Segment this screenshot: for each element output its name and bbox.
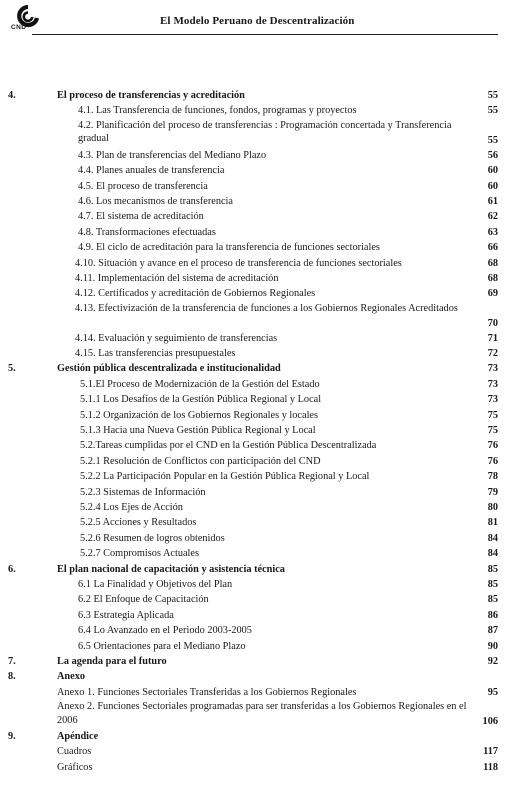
toc-entry-title: 4.9. El ciclo de acreditación para la transferencia de funciones sectoriales bbox=[78, 242, 380, 254]
toc-entry-title: Anexo 1. Funciones Sectoriales Transferidas a los Gobiernos Regionales bbox=[57, 686, 357, 698]
header-rule bbox=[32, 34, 498, 35]
toc-section-title: La agenda para el futuro bbox=[57, 655, 167, 667]
toc-entry-row bbox=[0, 392, 509, 407]
toc-section-title: Apéndice bbox=[57, 731, 99, 743]
toc-section-row bbox=[0, 88, 509, 103]
toc-entry-title: 4.6. Los mecanismos de transferencia bbox=[78, 195, 233, 207]
toc-entry-title: 6.5 Orientaciones para el Mediano Plazo bbox=[78, 640, 246, 652]
toc-entry-title: 4.14. Evaluación y seguimiento de transferencias bbox=[75, 332, 278, 344]
toc-entry-title: 6.1 La Finalidad y Objetivos del Plan bbox=[78, 578, 233, 590]
toc-entry-title: 4.3. Plan de transferencias del Mediano Plazo bbox=[78, 149, 267, 161]
toc-page-number: 55 bbox=[487, 105, 498, 117]
toc-page-number: 85 bbox=[487, 594, 498, 606]
toc-page-number: 75 bbox=[487, 425, 498, 437]
toc-section-row bbox=[0, 562, 509, 577]
toc-entry-title: 5.2.4 Los Ejes de Acción bbox=[80, 501, 183, 513]
toc-entry-row bbox=[0, 685, 509, 700]
toc-entry-title: 6.4 Lo Avanzado en el Periodo 2003-2005 bbox=[78, 625, 252, 637]
toc-page-number: 79 bbox=[487, 486, 498, 498]
toc-page-number: 106 bbox=[482, 716, 498, 728]
toc-entry-row bbox=[0, 438, 509, 453]
toc-entry-row bbox=[0, 515, 509, 530]
toc-entry-row bbox=[0, 500, 509, 515]
toc-page-number: 61 bbox=[487, 195, 498, 207]
toc-entry-row bbox=[0, 119, 509, 148]
toc-page-number: 56 bbox=[487, 149, 498, 161]
toc-entry-row bbox=[0, 577, 509, 592]
toc-page-number: 85 bbox=[487, 578, 498, 590]
toc-entry-row bbox=[0, 346, 509, 361]
toc-section-title: El plan nacional de capacitación y asistencia técnica bbox=[57, 563, 285, 575]
toc-section-title: El proceso de transferencias y acreditación bbox=[57, 90, 245, 101]
toc-section-number: 5. bbox=[8, 363, 16, 375]
toc-entry-title: 5.2.5 Acciones y Resultados bbox=[80, 517, 197, 529]
toc-page-number: 118 bbox=[483, 761, 498, 773]
toc-entry-row bbox=[0, 302, 509, 331]
logo-text: CND bbox=[11, 24, 27, 31]
toc-entry-row bbox=[0, 163, 509, 178]
toc-page-number: 76 bbox=[487, 455, 498, 467]
toc-entry-row bbox=[0, 179, 509, 194]
toc-entry-row bbox=[0, 271, 509, 286]
toc-entry-row bbox=[0, 377, 509, 392]
toc-entry-title: 5.1.El Proceso de Modernización de la Gestión del Estado bbox=[80, 378, 320, 390]
toc-entry-title: 5.1.2 Organización de los Gobiernos Regionales y locales bbox=[80, 409, 319, 421]
toc-entry-title: 4.11. Implementación del sistema de acreditación bbox=[75, 272, 279, 284]
toc-page-number: 63 bbox=[487, 226, 498, 238]
toc-section-number: 8. bbox=[8, 671, 16, 683]
toc-entry-title: 4.2. Planificación del proceso de transferencias : Programación concertada y Transferencia gradual bbox=[78, 119, 452, 145]
toc-page-number: 62 bbox=[487, 211, 498, 223]
toc-page-number: 55 bbox=[487, 134, 498, 146]
toc-entry-row bbox=[0, 485, 509, 500]
toc-entry-title: 4.12. Certificados y acreditación de Gobiernos Regionales bbox=[75, 288, 316, 300]
toc-entry-title: 6.2 El Enfoque de Capacitación bbox=[78, 594, 209, 606]
toc-page-number: 117 bbox=[483, 746, 498, 758]
toc-entry-title: 4.15. Las transferencias presupuestales bbox=[75, 348, 236, 360]
toc-entry-title: 4.10. Situación y avance en el proceso de transferencia de funciones sectoriales bbox=[75, 257, 402, 269]
toc-entry-row bbox=[0, 194, 509, 209]
toc-entry-title: 4.5. El proceso de transferencia bbox=[78, 180, 208, 192]
toc-entry-row bbox=[0, 209, 509, 224]
toc-page-number: 85 bbox=[487, 563, 498, 575]
toc-page-number: 72 bbox=[487, 348, 498, 360]
toc-page-number: 84 bbox=[487, 532, 498, 544]
toc-entry-row bbox=[0, 454, 509, 469]
toc-entry-title: Anexo 2. Funciones Sectoriales programadas para ser transferidas a los Gobiernos Regionales en el 2006 bbox=[57, 701, 467, 726]
toc-section-row bbox=[0, 669, 509, 684]
toc-entry-row bbox=[0, 148, 509, 163]
toc-entry-row bbox=[0, 639, 509, 654]
toc-page-number: 68 bbox=[487, 257, 498, 269]
toc-entry-row bbox=[0, 546, 509, 561]
toc-entry-title: 5.2.3 Sistemas de Información bbox=[80, 486, 206, 498]
toc-entry-row bbox=[0, 286, 509, 301]
toc-section-row bbox=[0, 729, 509, 744]
toc-entry-title: 4.1. Las Transferencia de funciones, fondos, programas y proyectos bbox=[78, 105, 357, 117]
toc-section-number: 6. bbox=[8, 563, 16, 575]
page-header bbox=[0, 0, 509, 38]
toc-entry-row bbox=[0, 592, 509, 607]
toc-page-number: 68 bbox=[487, 272, 498, 284]
toc-entry-title: 5.2.1 Resolución de Conflictos con participación del CND bbox=[80, 455, 321, 467]
toc-section-title: Anexo bbox=[57, 671, 86, 683]
toc-entry-title: 6.3 Estrategia Aplicada bbox=[78, 609, 174, 621]
toc-section-number: 9. bbox=[8, 731, 16, 743]
toc-entry-title: 5.1.1 Los Desafíos de la Gestión Pública Regional y Local bbox=[80, 394, 322, 406]
toc-page-number: 71 bbox=[487, 332, 498, 344]
toc-page-number: 76 bbox=[487, 440, 498, 452]
toc-entry-row bbox=[0, 744, 509, 759]
toc-section-number: 7. bbox=[8, 655, 16, 667]
toc-page-number: 87 bbox=[487, 625, 498, 637]
toc-section-number: 4. bbox=[8, 90, 16, 101]
table-of-contents bbox=[0, 88, 509, 775]
toc-page-number: 73 bbox=[487, 363, 498, 375]
toc-entry-title: 4.13. Efectivización de la transferencia de funciones a los Gobiernos Regionales Acreditados bbox=[75, 302, 458, 314]
toc-page-number: 60 bbox=[487, 180, 498, 192]
toc-page-number: 69 bbox=[487, 288, 498, 300]
toc-entry-title: 5.2.7 Compromisos Actuales bbox=[80, 548, 199, 560]
toc-entry-title: 5.2.Tareas cumplidas por el CND en la Gestión Pública Descentralizada bbox=[80, 440, 377, 452]
toc-entry-row bbox=[0, 225, 509, 240]
toc-entry-title: Cuadros bbox=[57, 746, 92, 758]
toc-page-number: 95 bbox=[487, 686, 498, 698]
toc-page-number: 78 bbox=[487, 471, 498, 483]
toc-entry-row bbox=[0, 531, 509, 546]
toc-entry-row bbox=[0, 408, 509, 423]
running-title: El Modelo Peruano de Descentralización bbox=[160, 15, 355, 27]
toc-entry-title: 4.4. Planes anuales de transferencia bbox=[78, 165, 225, 177]
toc-entry-row bbox=[0, 240, 509, 255]
toc-page-number: 75 bbox=[487, 409, 498, 421]
toc-entry-title: 5.1.3 Hacia una Nueva Gestión Pública Regional y Local bbox=[80, 425, 316, 437]
toc-page-number: 80 bbox=[487, 501, 498, 513]
toc-entry-row bbox=[0, 623, 509, 638]
toc-section-row bbox=[0, 654, 509, 669]
toc-entry-row bbox=[0, 760, 509, 775]
toc-page-number: 81 bbox=[487, 517, 498, 529]
toc-section-title: Gestión pública descentralizada e institucionalidad bbox=[57, 363, 281, 375]
toc-page-number: 92 bbox=[487, 655, 498, 667]
toc-page-number: 70 bbox=[487, 317, 498, 329]
toc-page-number: 60 bbox=[487, 165, 498, 177]
toc-page-number: 66 bbox=[487, 242, 498, 254]
toc-page-number: 73 bbox=[487, 378, 498, 390]
toc-page-number: 86 bbox=[487, 609, 498, 621]
toc-entry-row bbox=[0, 256, 509, 271]
toc-entry-title: 4.7. El sistema de acreditación bbox=[78, 211, 204, 223]
toc-page-number: 55 bbox=[487, 90, 498, 101]
toc-entry-title: 5.2.2 La Participación Popular en la Gestión Pública Regional y Local bbox=[80, 471, 370, 483]
toc-page-number: 90 bbox=[487, 640, 498, 652]
toc-entry-title: 5.2.6 Resumen de logros obtenidos bbox=[80, 532, 225, 544]
toc-section-row bbox=[0, 361, 509, 376]
toc-page-number: 84 bbox=[487, 548, 498, 560]
toc-entry-row bbox=[0, 469, 509, 484]
toc-entry-row bbox=[0, 700, 509, 729]
toc-entry-row bbox=[0, 608, 509, 623]
toc-entry-row bbox=[0, 103, 509, 118]
toc-entry-title: Gráficos bbox=[57, 761, 93, 773]
toc-entry-row bbox=[0, 331, 509, 346]
toc-entry-title: 4.8. Transformaciones efectuadas bbox=[78, 226, 216, 238]
toc-entry-row bbox=[0, 423, 509, 438]
toc-page-number: 73 bbox=[487, 394, 498, 406]
